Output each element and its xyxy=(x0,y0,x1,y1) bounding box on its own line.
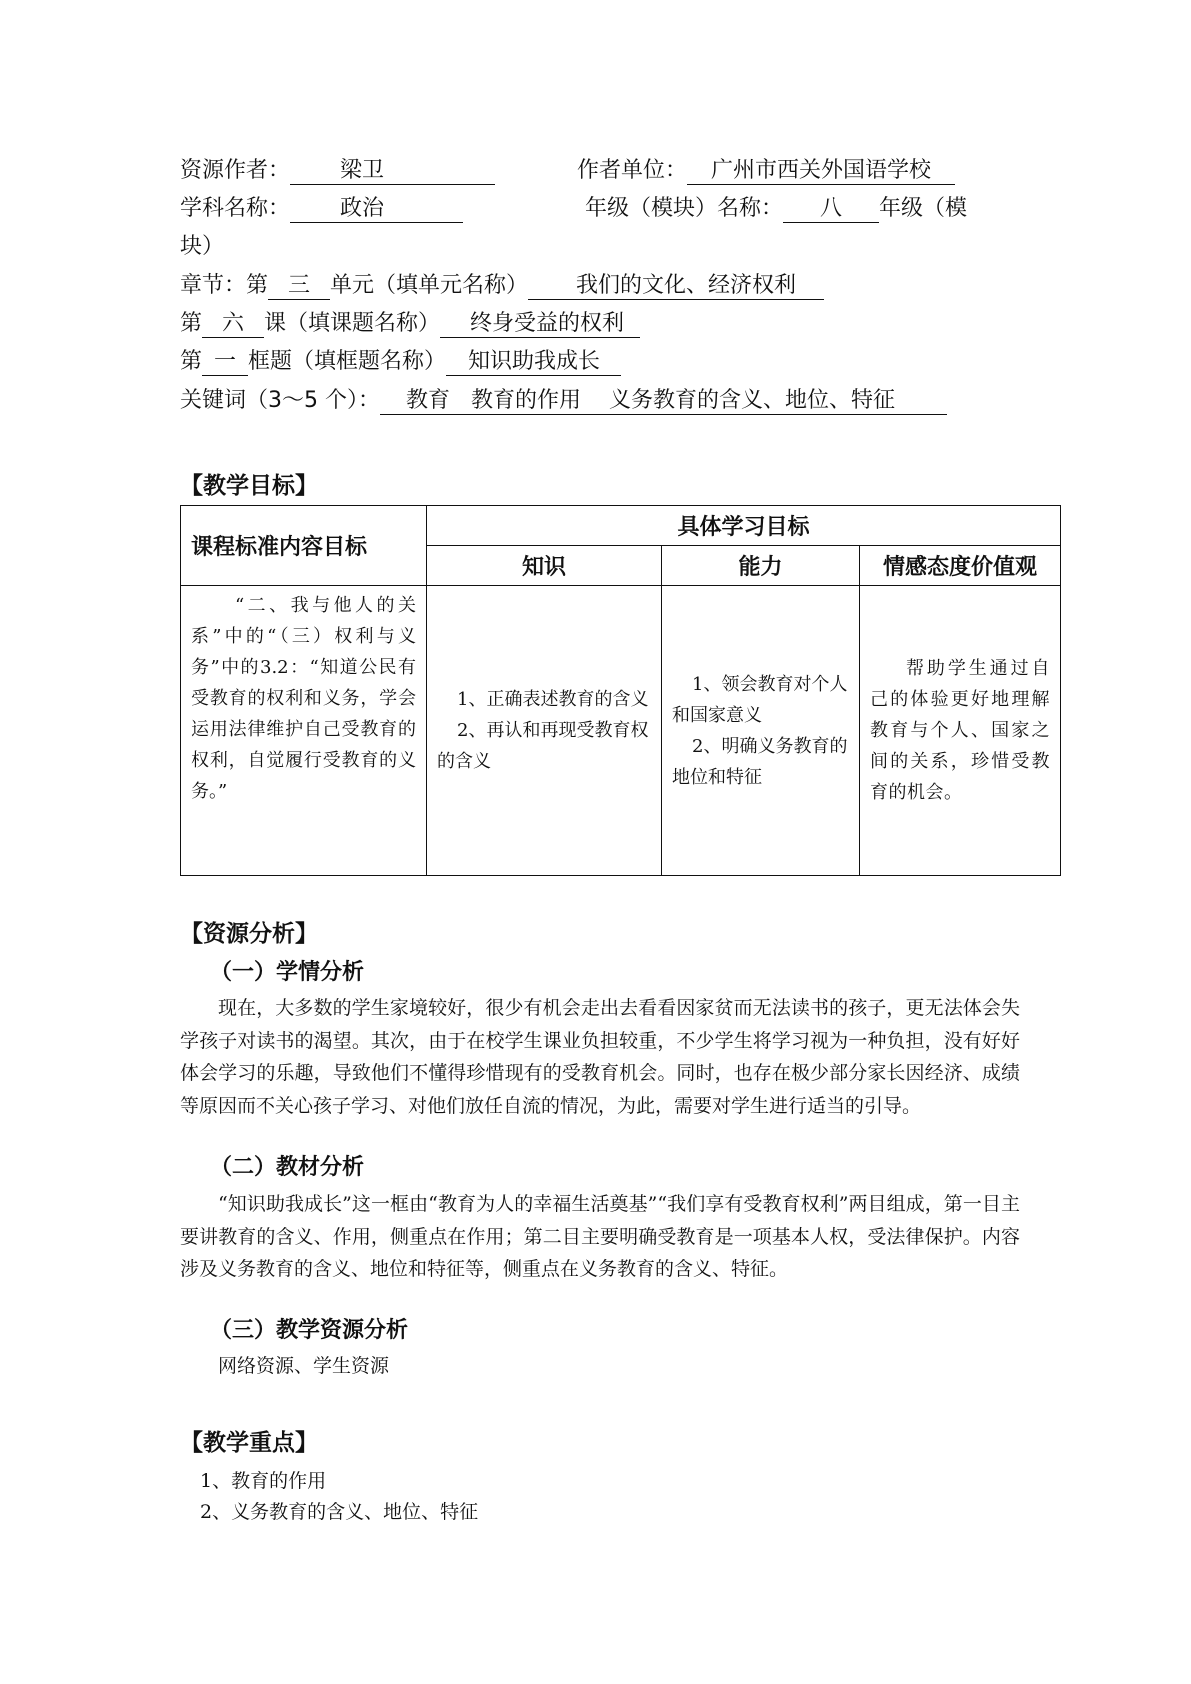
subject-value: 政治 xyxy=(340,196,385,221)
author-value: 梁卫 xyxy=(340,158,385,183)
ability-item-1: 1、领会教育对个人和国家意义 xyxy=(672,673,848,726)
lesson-num: 六 xyxy=(202,311,264,338)
teaching-resource-text: 网络资源、学生资源 xyxy=(218,1355,390,1377)
chapter-mid: 单元（填单元名称） xyxy=(330,273,529,298)
keywords-value: 教育 教育的作用 义务教育的含义、地位、特征 xyxy=(406,388,895,413)
frame-mid: 框题（填框题名称） xyxy=(248,349,447,374)
grade-value-field xyxy=(783,196,879,223)
unit-value: 广州市西关外国语学校 xyxy=(711,158,932,183)
emotion-text: 帮助学生通过自己的体验更好地理解教育与个人、国家之间的关系，珍惜受教育的机会。 xyxy=(870,658,1051,803)
resource-analysis-heading: 【资源分析】 xyxy=(180,921,318,947)
author-value-field xyxy=(290,158,495,185)
chapter-prefix: 章节：第 xyxy=(180,273,269,298)
grade-label: 年级（模块）名称： xyxy=(585,196,784,221)
textbook-analysis-text: “知识助我成长”这一框由“教育为人的幸福生活奠基”“我们享有受教育权利”两目组成，第一目主要讲教育的含义、作用，侧重点在作用；第二目主要明确受教育是一项基本人权，受法律保护。内容涉及义务教育的含义、地位和特征等，侧重点在义务教育的含义、特征。 xyxy=(180,1193,1020,1280)
knowledge-item-1: 1、正确表述教育的含义 xyxy=(457,689,649,710)
teaching-goals-table xyxy=(180,505,1061,876)
textbook-analysis-heading: （二）教材分析 xyxy=(210,1155,365,1180)
chapter-name: 我们的文化、经济权利 xyxy=(576,273,797,298)
grade-value: 八 xyxy=(820,196,843,221)
knowledge-cell xyxy=(427,586,662,876)
table-header-row xyxy=(181,506,1061,546)
lesson-mid: 课（填课题名称） xyxy=(264,311,441,336)
keywords-value-field xyxy=(380,388,947,415)
learner-analysis-text: 现在，大多数的学生家境较好，很少有机会走出去看看因家贫而无法读书的孩子，更无法体会失学孩子对读书的渴望。其次，由于在校学生课业负担较重，不少学生将学习视为一种负担，没有好好体会学习的乐趣，导致他们不懂得珍惜现有的受教育机会。同时，也存在极少部分家长因经济、成绩等原因而不关心孩子学习、对他们放任自流的情况，为此，需要对学生进行适当的引导。 xyxy=(180,997,1020,1117)
keywords-line xyxy=(180,386,947,416)
knowledge-item-2: 2、再认和再现受教育权的含义 xyxy=(437,720,649,772)
frame-line xyxy=(180,347,621,377)
unit-label: 作者单位： xyxy=(577,158,688,183)
frame-name: 知识助我成长 xyxy=(468,349,601,374)
teaching-resource-heading: （三）教学资源分析 xyxy=(210,1318,409,1343)
teaching-goals-heading: 【教学目标】 xyxy=(180,473,318,499)
lesson-name: 终身受益的权利 xyxy=(470,311,625,336)
key-point-item-1: 1、教育的作用 xyxy=(200,1470,327,1492)
chapter-name-field xyxy=(528,273,824,300)
col-knowledge-header: 知识 xyxy=(427,546,662,586)
ability-cell xyxy=(662,586,860,876)
subject-value-field xyxy=(290,196,463,223)
standard-text: “二、我与他人的关系”中的“（三）权利与义务”中的3.2：“知道公民有受教育的权利和义务，学会运用法律维护自己受教育的权利，自觉履行受教育的义务。” xyxy=(191,595,416,802)
grade-wrap: 块） xyxy=(180,234,225,259)
keywords-label: 关键词（3～5 个）： xyxy=(180,388,380,413)
unit-value-field xyxy=(687,158,955,185)
col-emotion-header: 情感态度价值观 xyxy=(860,546,1061,586)
grade-wrap-line xyxy=(180,232,224,262)
key-points-heading: 【教学重点】 xyxy=(180,1430,318,1456)
grade-suffix: 年级（模 xyxy=(879,196,968,221)
learner-analysis-heading: （一）学情分析 xyxy=(210,960,365,985)
subject-label: 学科名称： xyxy=(180,196,291,221)
col-ability-header: 能力 xyxy=(662,546,860,586)
author-label: 资源作者： xyxy=(180,158,291,183)
subject-line xyxy=(180,194,967,224)
chapter-line xyxy=(180,271,824,301)
lesson-prefix: 第 xyxy=(180,311,203,336)
frame-num: 一 xyxy=(202,349,248,376)
emotion-cell xyxy=(860,586,1061,876)
frame-name-field xyxy=(446,349,621,376)
table-row xyxy=(181,586,1061,876)
ability-item-2: 2、明确义务教育的地位和特征 xyxy=(672,735,848,788)
frame-prefix: 第 xyxy=(180,349,203,374)
col-standard-header: 课程标准内容目标 xyxy=(181,506,427,586)
key-point-item-2: 2、义务教育的含义、地位、特征 xyxy=(200,1501,479,1523)
standard-cell xyxy=(181,586,427,876)
chapter-num: 三 xyxy=(268,273,330,300)
col-specific-header: 具体学习目标 xyxy=(427,506,1061,546)
lesson-name-field xyxy=(440,311,640,338)
lesson-line xyxy=(180,309,640,339)
author-line xyxy=(180,156,955,186)
